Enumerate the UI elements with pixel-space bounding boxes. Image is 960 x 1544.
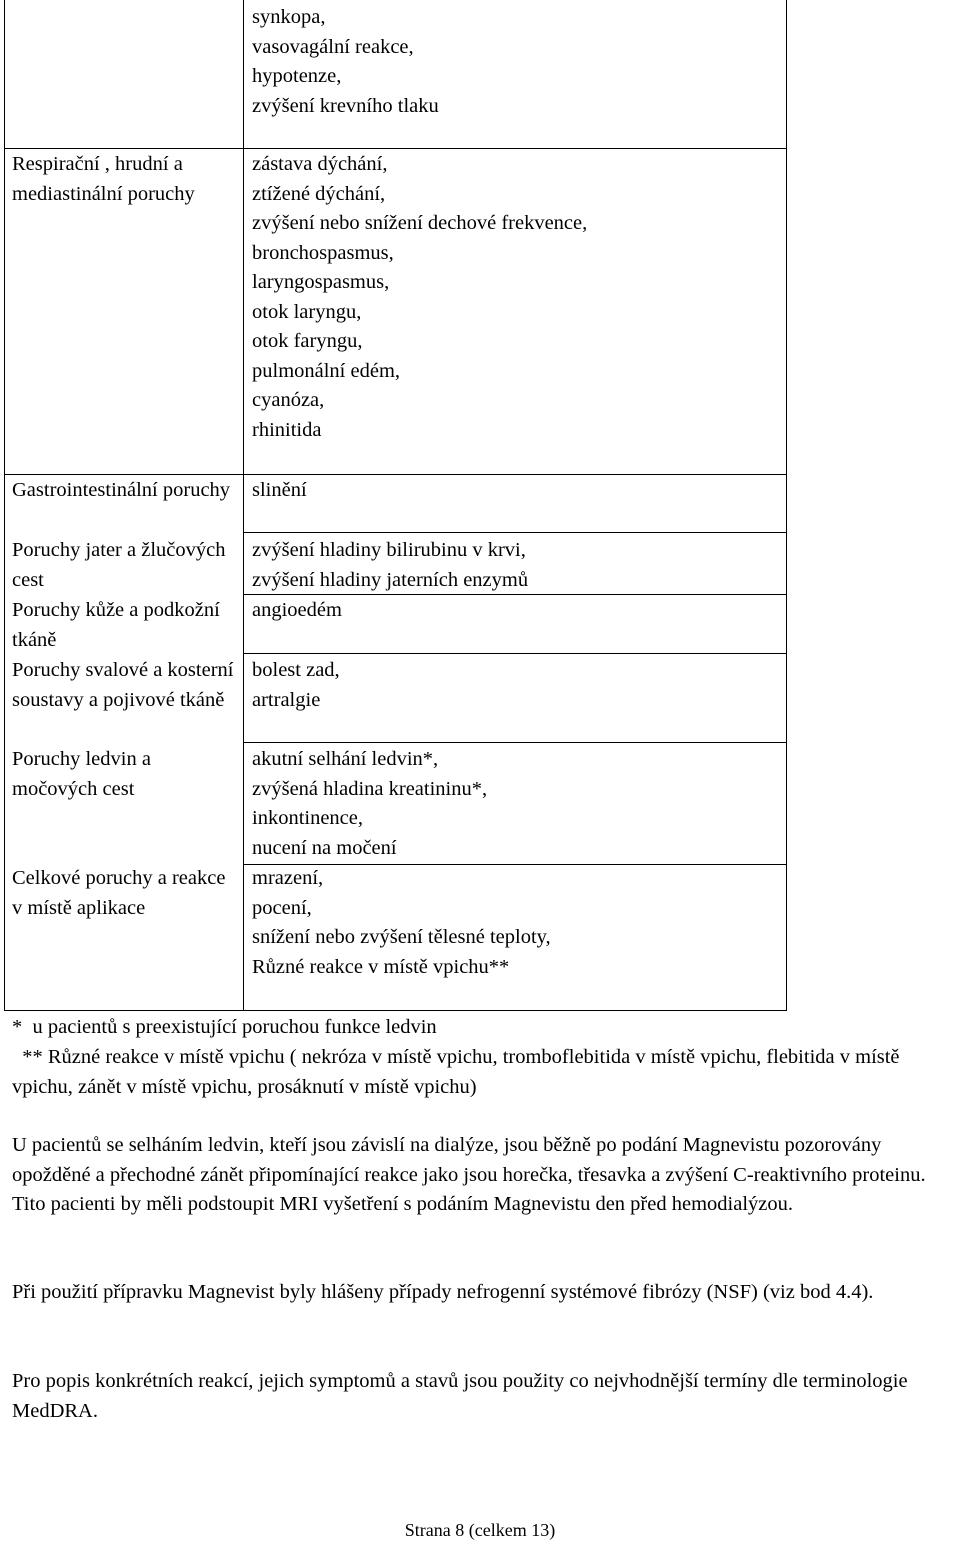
table-row-divider [243, 532, 787, 533]
table-cell-category: Celkové poruchy a reakce v místě aplikace [12, 867, 226, 919]
table-cell-reactions: bolest zad, artralgie [252, 659, 340, 711]
table-cell-category: Poruchy jater a žlučových cest [12, 539, 226, 591]
table-cell-category: Poruchy svalové a kosterní soustavy a pojivové tkáně [12, 659, 234, 711]
table-row-divider [4, 148, 787, 149]
table-cell-reactions: akutní selhání ledvin*, zvýšená hladina kreatininu*, inkontinence, nucení na močení [252, 748, 488, 859]
paragraph-meddra: Pro popis konkrétních reakcí, jejich symptomů a stavů jsou použity co nejvhodnější termíny dle terminologie MedDRA. [12, 1370, 908, 1422]
table-cell-category: Gastrointestinální poruchy [12, 479, 231, 501]
paragraph-nsf: Při použití přípravku Magnevist byly hlášeny případy nefrogenní systémové fibrózy (NSF) (viz bod 4.4). [12, 1281, 874, 1303]
table-cell-reactions: zástava dýchání, ztížené dýchání, zvýšení nebo snížení dechové frekvence, bronchospasmus, laryngospasmus, otok laryngu, otok faryngu, pulmonální edém, cyanóza, rhinitida [252, 153, 588, 441]
table-cell-reactions: slinění [252, 479, 307, 501]
table-cell-reactions: synkopa, vasovagální reakce, hypotenze, zvýšení krevního tlaku [252, 6, 439, 117]
table-border-right [786, 0, 787, 1011]
table-cell-reactions: zvýšení hladiny bilirubinu v krvi, zvýšení hladiny jaterních enzymů [252, 539, 529, 591]
footnote-renal: * u pacientů s preexistující poruchou funkce ledvin [12, 1016, 437, 1038]
table-cell-reactions: mrazení, pocení, snížení nebo zvýšení tělesné teploty, Různé reakce v místě vpichu** [252, 867, 551, 978]
table-cell-category: Respirační , hrudní a mediastinální poruchy [12, 153, 195, 205]
table-border-bottom [4, 1010, 787, 1011]
table-border-left [4, 0, 5, 1011]
table-row-divider [243, 742, 787, 743]
table-cell-reactions: angioedém [252, 599, 342, 621]
table-cell-category: Poruchy ledvin a močových cest [12, 748, 151, 800]
table-cell-category: Poruchy kůže a podkožní tkáně [12, 599, 220, 651]
table-row-divider [243, 653, 787, 654]
footnote-injection-site: ** Různé reakce v místě vpichu ( nekróza v místě vpichu, tromboflebitida v místě vpichu, flebitida v místě vpichu, zánět v místě vpichu, prosáknutí v místě vpichu) [12, 1046, 905, 1098]
table-border-middle [243, 0, 244, 1011]
paragraph-dialysis: U pacientů se selháním ledvin, kteří jsou závislí na dialýze, jsou běžně po podání Magnevistu pozorovány opožděné a přechodné zánět připomínající reakce jako jsou horečka, třesavka a zvýšení C-reaktivního proteinu. Tito pacienti by měli podstoupit MRI vyšetření s podáním Magnevistu den před hemodialýzou. [12, 1134, 926, 1215]
table-row-divider [4, 474, 787, 475]
page-number: Strana 8 (celkem 13) [404, 1520, 556, 1540]
